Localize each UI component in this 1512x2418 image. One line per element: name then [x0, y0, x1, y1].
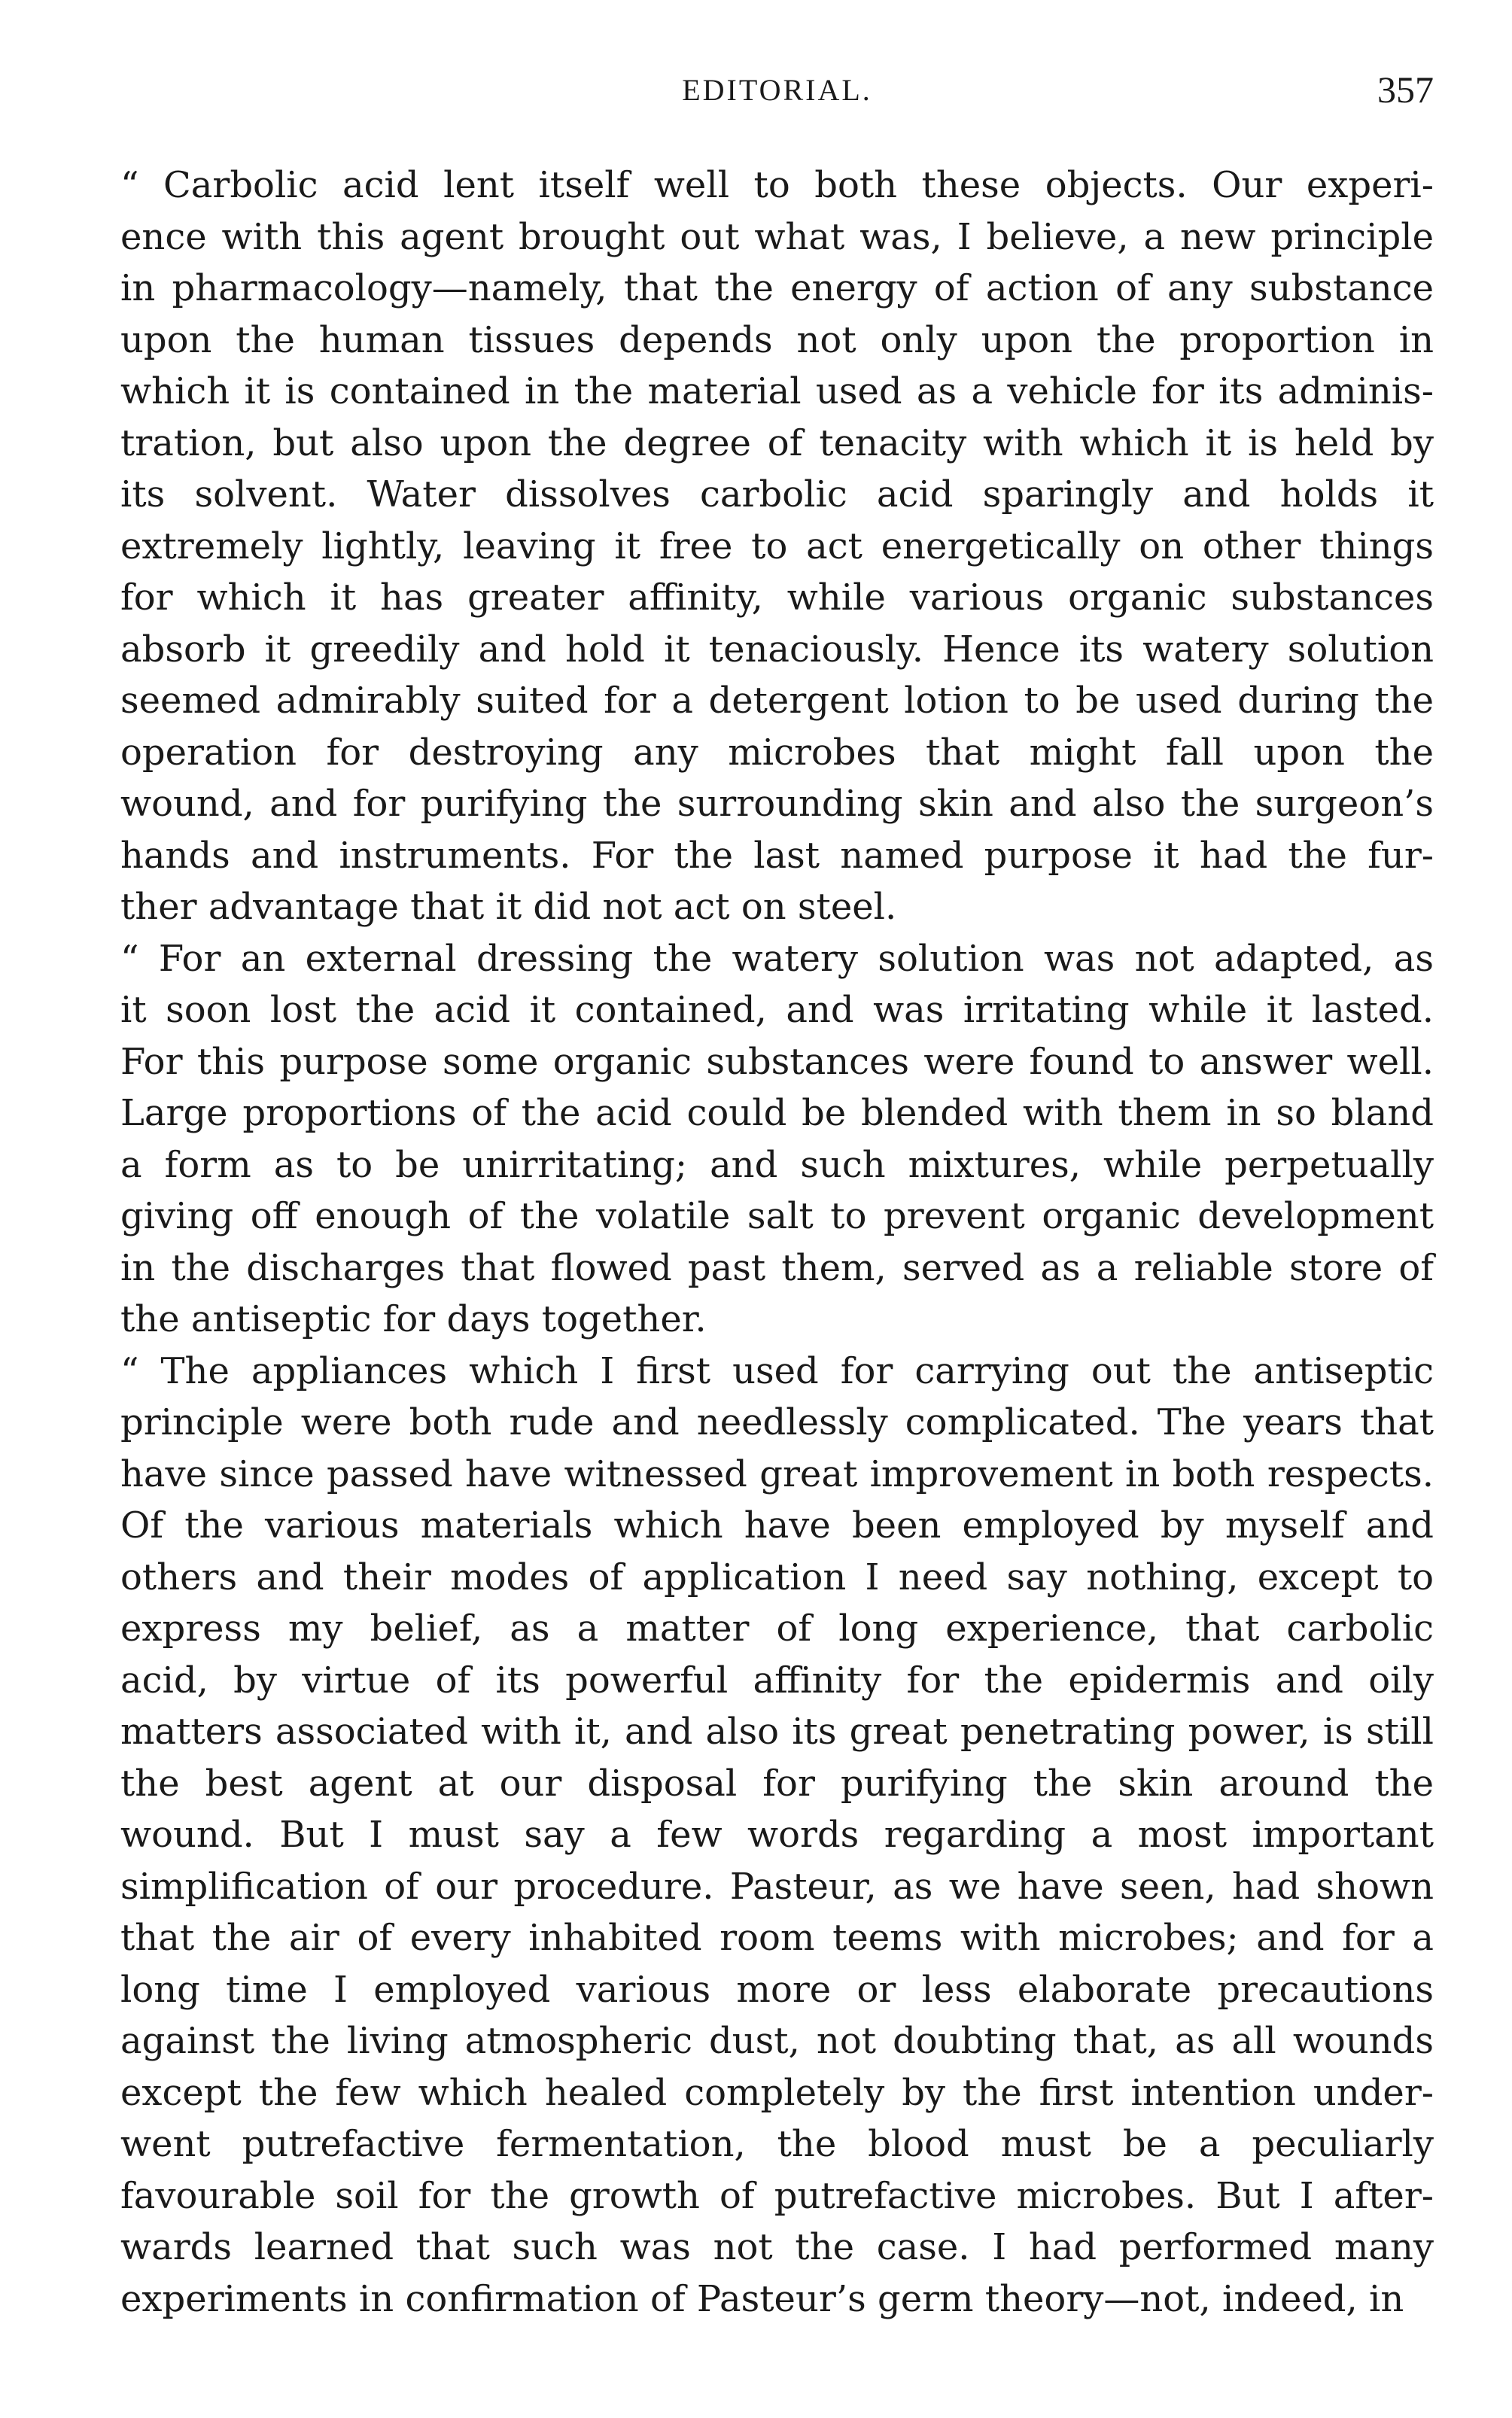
- text-line: seemed admirably suited for a detergent lotion to be used during the: [120, 680, 1434, 722]
- text-line: hands and instruments. For the last named purpose it had the fur-: [120, 834, 1434, 877]
- header-title: EDITORIAL.: [682, 73, 872, 107]
- text-line: For this purpose some organic substances were found to answer well.: [120, 1040, 1434, 1083]
- text-line: experiments in confirmation of Pasteur’s germ theory—not, indeed, in: [120, 2277, 1404, 2320]
- text-line: giving off enough of the volatile salt to prevent organic development: [120, 1195, 1434, 1237]
- text-line: absorb it greedily and hold it tenaciously. Hence its watery solution: [120, 628, 1434, 671]
- text-line: the best agent at our disposal for purifying the skin around the: [120, 1762, 1434, 1805]
- text-line: it soon lost the acid it contained, and was irritating while it lasted.: [120, 989, 1434, 1031]
- text-line: “ For an external dressing the watery solution was not adapted, as: [120, 937, 1434, 980]
- text-line: wound. But I must say a few words regarding a most important: [120, 1814, 1434, 1856]
- text-line: a form as to be unirritating; and such mixtures, while perpetually: [120, 1143, 1434, 1186]
- text-line: against the living atmospheric dust, not doubting that, as all wounds: [120, 2020, 1434, 2062]
- text-line: its solvent. Water dissolves carbolic acid sparingly and holds it: [120, 473, 1434, 516]
- paragraph: [120, 160, 1434, 933]
- page-number: 357: [1377, 68, 1434, 111]
- text-line: for which it has greater affinity, while various organic substances: [120, 576, 1434, 619]
- text-line: went putrefactive fermentation, the blood must be a peculiarly: [120, 2123, 1434, 2165]
- text-line: Of the various materials which have been employed by myself and: [120, 1504, 1434, 1547]
- text-line: in the discharges that flowed past them, served as a reliable store of: [120, 1246, 1434, 1289]
- text-line: ence with this agent brought out what was, I believe, a new principle: [120, 215, 1434, 258]
- text-line: ther advantage that it did not act on steel.: [120, 886, 897, 928]
- text-line: express my belief, as a matter of long experience, that carbolic: [120, 1607, 1434, 1650]
- text-line: the antiseptic for days together.: [120, 1298, 707, 1340]
- text-line: “ The appliances which I first used for carrying out the antiseptic: [120, 1349, 1434, 1392]
- text-line: which it is contained in the material used as a vehicle for its adminis-: [120, 370, 1434, 412]
- text-line: “ Carbolic acid lent itself well to both these objects. Our experi-: [120, 164, 1434, 206]
- text-line: matters associated with it, and also its great penetrating power, is still: [120, 1711, 1434, 1753]
- text-line: wards learned that such was not the case. I had performed many: [120, 2226, 1434, 2268]
- text-line: have since passed have witnessed great improvement in both respects.: [120, 1452, 1434, 1495]
- paragraph: [120, 933, 1434, 1346]
- text-line: upon the human tissues depends not only upon the proportion in: [120, 318, 1434, 361]
- text-line: that the air of every inhabited room teems with microbes; and for a: [120, 1917, 1434, 1959]
- text-line: operation for destroying any microbes that might fall upon the: [120, 731, 1434, 774]
- text-line: Large proportions of the acid could be blended with them in so bland: [120, 1092, 1434, 1134]
- running-head: [120, 68, 1434, 117]
- text-line: tration, but also upon the degree of tenacity with which it is held by: [120, 421, 1434, 464]
- text-line: in pharmacology—namely, that the energy of action of any substance: [120, 267, 1434, 309]
- paragraph: [120, 1346, 1434, 2325]
- text-line: principle were both rude and needlessly complicated. The years that: [120, 1401, 1434, 1443]
- text-line: except the few which healed completely by the first intention under-: [120, 2071, 1434, 2114]
- text-line: extremely lightly, leaving it free to act energetically on other things: [120, 525, 1434, 567]
- text-line: simplification of our procedure. Pasteur, as we have seen, had shown: [120, 1865, 1434, 1908]
- body-text: [120, 160, 1434, 2325]
- text-line: others and their modes of application I need say nothing, except to: [120, 1556, 1434, 1598]
- text-line: long time I employed various more or less elaborate precautions: [120, 1968, 1434, 2011]
- text-line: acid, by virtue of its powerful affinity for the epidermis and oily: [120, 1659, 1434, 1702]
- text-line: wound, and for purifying the surrounding skin and also the surgeon’s: [120, 783, 1434, 825]
- text-line: favourable soil for the growth of putrefactive microbes. But I after-: [120, 2174, 1434, 2217]
